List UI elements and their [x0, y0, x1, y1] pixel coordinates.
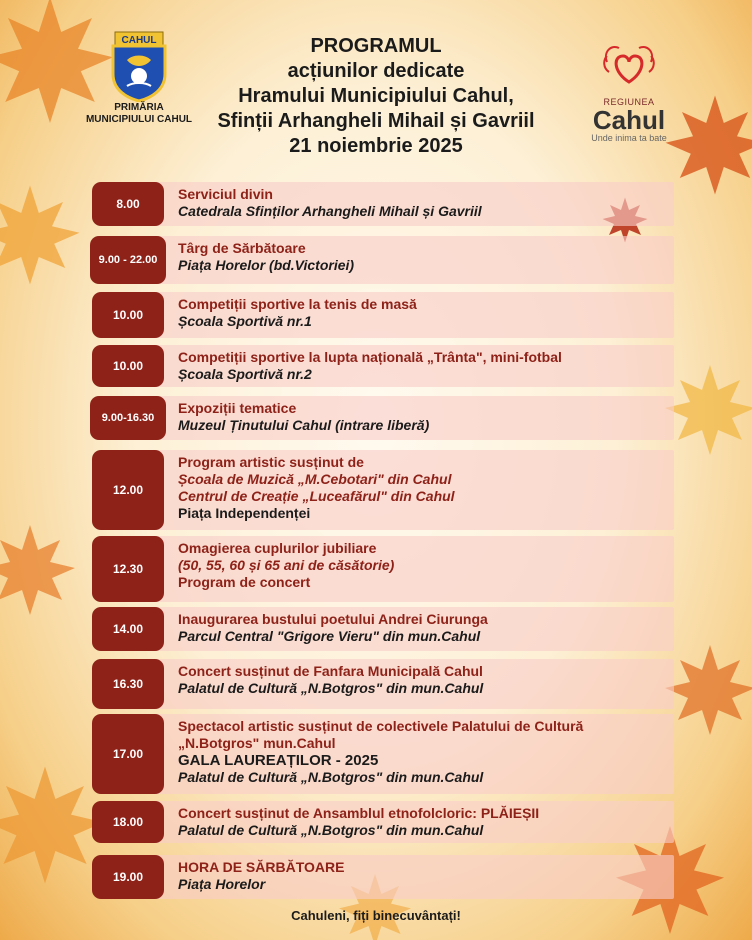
schedule-row	[92, 536, 674, 602]
time-badge: 19.00	[92, 855, 164, 899]
event-line: Serviciul divin	[178, 186, 273, 202]
event-line: Competiții sportive la lupta națională „Trânta", mini-fotbal	[178, 349, 562, 365]
event-line: Târg de Sărbătoare	[178, 240, 306, 256]
shield-text: CAHUL	[121, 35, 157, 46]
event-line: Inaugurarea bustului poetului Andrei Ciurunga	[178, 611, 488, 627]
event-line: Competiții sportive la tenis de masă	[178, 296, 417, 312]
event-line: Concert susținut de Ansamblul etnofolcloric: PLĂIEȘII	[178, 805, 540, 821]
event-line: Expoziții tematice	[178, 400, 297, 416]
time-badge: 12.30	[92, 536, 164, 602]
title-line: Hramului Municipiului Cahul,	[238, 85, 514, 107]
schedule-row	[92, 855, 674, 899]
event-line: Școala Sportivă nr.2	[178, 366, 312, 382]
logo-caption-line2: MUNICIPIULUI CAHUL	[85, 114, 193, 125]
event-line: „N.Botgros" mun.Cahul	[178, 735, 336, 751]
event-line: Muzeul Ținutului Cahul (intrare liberă)	[178, 417, 430, 433]
title-line: Sfinții Arhangheli Mihail și Gavriil	[217, 110, 535, 132]
event-line: HORA DE SĂRBĂTOARE	[178, 859, 345, 875]
schedule-row	[92, 292, 674, 338]
event-line: Program artistic susținut de	[178, 454, 364, 470]
event-line: Program de concert	[178, 574, 311, 590]
event-line: Catedrala Sfinților Arhangheli Mihail și Gavriil	[178, 203, 482, 219]
event-details	[178, 186, 670, 220]
time-badge: 10.00	[92, 345, 164, 387]
region-label: REGIUNEA	[603, 97, 655, 107]
event-line: Școala de Muzică „M.Cebotari" din Cahul	[178, 471, 452, 487]
event-line: Concert susținut de Fanfara Municipală Cahul	[178, 663, 483, 679]
event-details	[178, 296, 670, 330]
time-badge: 8.00	[92, 182, 164, 226]
schedule-row	[92, 607, 674, 651]
time-badge: 14.00	[92, 607, 164, 651]
schedule-row	[92, 396, 674, 440]
tagline: Unde inima ta bate	[591, 133, 667, 143]
event-line: Parcul Central "Grigore Vieru" din mun.Cahul	[178, 628, 481, 644]
time-badge: 17.00	[92, 714, 164, 794]
event-line: GALA LAUREAȚILOR - 2025	[178, 752, 379, 769]
footer-greeting: Cahuleni, fiți binecuvântați!	[291, 908, 461, 923]
schedule-row	[92, 659, 674, 709]
event-details	[178, 540, 670, 591]
event-line: Piața Horelor (bd.Victoriei)	[178, 257, 355, 273]
event-line: Piața Horelor	[178, 876, 266, 892]
event-details	[178, 718, 670, 786]
event-details	[178, 240, 670, 274]
event-line: Palatul de Cultură „N.Botgros" din mun.Cahul	[178, 769, 484, 785]
schedule-row	[92, 236, 674, 284]
event-details	[178, 400, 670, 434]
event-line: Centrul de Creație „Luceafărul" din Cahul	[178, 488, 455, 504]
schedule-row	[92, 450, 674, 530]
event-details	[178, 611, 670, 645]
time-badge: 12.00	[92, 450, 164, 530]
event-line: Piața Independenței	[178, 505, 311, 521]
time-badge: 16.30	[92, 659, 164, 709]
event-line: Spectacol artistic susținut de colectivele Palatului de Cultură	[178, 718, 584, 734]
schedule-row	[92, 345, 674, 387]
time-badge: 9.00 - 22.00	[90, 236, 166, 284]
logo-caption-line1: PRIMĂRIA	[114, 102, 164, 113]
city-label: Cahul	[592, 105, 666, 135]
event-details	[178, 349, 670, 383]
event-line: Palatul de Cultură „N.Botgros" din mun.Cahul	[178, 680, 484, 696]
event-line: Școala Sportivă nr.1	[178, 313, 312, 329]
title-line: PROGRAMUL	[310, 35, 442, 57]
event-details	[178, 859, 670, 893]
schedule-row	[92, 714, 674, 794]
event-details	[178, 805, 670, 839]
schedule-row	[92, 182, 674, 226]
event-details	[178, 454, 670, 522]
time-badge: 9.00-16.30	[90, 396, 166, 440]
event-line: Omagierea cuplurilor jubiliare	[178, 540, 377, 556]
event-line: Palatul de Cultură „N.Botgros" din mun.Cahul	[178, 822, 484, 838]
time-badge: 10.00	[92, 292, 164, 338]
title-line: 21 noiembrie 2025	[289, 135, 463, 157]
event-line: (50, 55, 60 și 65 ani de căsătorie)	[178, 557, 395, 573]
schedule-row	[92, 801, 674, 843]
title-line: acțiunilor dedicate	[287, 60, 465, 82]
event-details	[178, 663, 670, 697]
time-badge: 18.00	[92, 801, 164, 843]
